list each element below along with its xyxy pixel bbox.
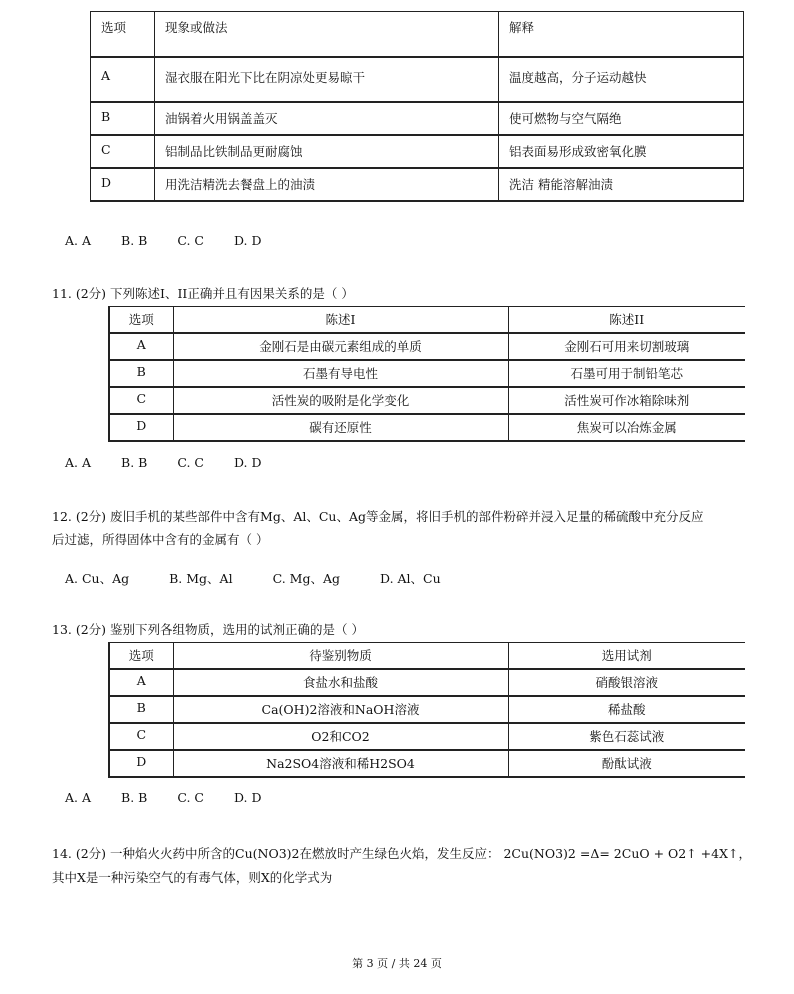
q11-stem: 11. (2分) 下列陈述I、II正确并且有因果关系的是（ ） (52, 286, 354, 301)
q14-stem-line2: 其中X是一种污染空气的有毒气体，则X的化学式为 (52, 870, 333, 885)
option-d[interactable]: D. D (233, 790, 262, 805)
header-cell: 选项 (109, 643, 173, 670)
q12-stem-line1: 12. (2分) 废旧手机的某些部件中含有Mg、Al、Cu、Ag等金属，将旧手机的部件粉碎并浸入足量的稀硫酸中充分反应 (52, 509, 704, 524)
table-row (91, 135, 744, 168)
header-cell: 陈述II (508, 307, 745, 334)
table-row (109, 333, 745, 360)
table-cell: 铝表面易形成致密氧化膜 (499, 135, 744, 168)
table-row (109, 360, 745, 387)
table-cell: Na2SO4溶液和稀H2SO4 (173, 750, 508, 777)
header-cell: 解释 (499, 12, 744, 58)
header-cell: 选项 (109, 307, 173, 334)
table-cell: A (109, 333, 173, 360)
table-row (109, 414, 745, 441)
q11-table (108, 306, 745, 442)
table-cell: A (91, 57, 155, 102)
table-cell: 用洗洁精洗去餐盘上的油渍 (155, 168, 499, 201)
option-b[interactable]: B. Mg、Al (169, 571, 233, 586)
q13-table (108, 642, 745, 778)
table-row (109, 723, 745, 750)
q13-stem: 13. (2分) 鉴别下列各组物质，选用的试剂正确的是（ ） (52, 622, 365, 637)
table-cell: Ca(OH)2溶液和NaOH溶液 (173, 696, 508, 723)
table-cell: 活性炭的吸附是化学变化 (173, 387, 508, 414)
table-row (109, 669, 745, 696)
table-cell: 金刚石可用来切割玻璃 (508, 333, 745, 360)
header-cell: 陈述I (173, 307, 508, 334)
q12-options (65, 569, 481, 587)
header-cell: 现象或做法 (155, 12, 499, 58)
option-a[interactable]: A. A (65, 233, 92, 248)
option-c[interactable]: C. Mg、Ag (272, 571, 340, 586)
q14-stem-line1: 14. (2分) 一种焰火火药中所含的Cu(NO3)2在燃放时产生绿色火焰，发生反应： 2Cu(NO3)2 =Δ= 2CuO + O2↑ +4X↑， (52, 846, 751, 861)
table-cell: B (91, 102, 155, 135)
option-b[interactable]: B. B (121, 455, 148, 470)
option-c[interactable]: C. C (177, 455, 204, 470)
table-cell: B (109, 360, 173, 387)
page-footer: 第 3 页 / 共 24 页 (352, 957, 442, 970)
option-d[interactable]: D. D (233, 233, 262, 248)
table-header-row (109, 307, 745, 334)
table-cell: 酚酞试液 (508, 750, 745, 777)
table-row (91, 57, 744, 102)
table-cell: D (91, 168, 155, 201)
table-cell: 湿衣服在阳光下比在阴凉处更易晾干 (155, 57, 499, 102)
option-a[interactable]: A. A (65, 790, 92, 805)
table-cell: C (109, 723, 173, 750)
table-header-row (91, 12, 744, 58)
option-b[interactable]: B. B (121, 790, 148, 805)
table-cell: 稀盐酸 (508, 696, 745, 723)
table-cell: C (109, 387, 173, 414)
table-cell: O2和CO2 (173, 723, 508, 750)
header-cell: 选项 (91, 12, 155, 58)
table-cell: 碳有还原性 (173, 414, 508, 441)
header-cell: 待鉴别物质 (173, 643, 508, 670)
table-cell: 使可燃物与空气隔绝 (499, 102, 744, 135)
table-cell: 洗洁 精能溶解油渍 (499, 168, 744, 201)
option-a[interactable]: A. A (65, 455, 92, 470)
table-row (91, 102, 744, 135)
option-a[interactable]: A. Cu、Ag (65, 571, 130, 586)
table-cell: 焦炭可以冶炼金属 (508, 414, 745, 441)
table-row (109, 750, 745, 777)
table-cell: 油锅着火用锅盖盖灭 (155, 102, 499, 135)
header-cell: 选用试剂 (508, 643, 745, 670)
q11-options (65, 455, 292, 470)
q10-options (65, 233, 292, 248)
table-cell: 活性炭可作冰箱除味剂 (508, 387, 745, 414)
table-cell: 硝酸银溶液 (508, 669, 745, 696)
option-d[interactable]: D. Al、Cu (380, 571, 441, 586)
table-row (109, 387, 745, 414)
option-d[interactable]: D. D (233, 455, 262, 470)
option-b[interactable]: B. B (121, 233, 148, 248)
table-cell: 铝制品比铁制品更耐腐蚀 (155, 135, 499, 168)
table-header-row (109, 643, 745, 670)
table-cell: 石墨可用于制铅笔芯 (508, 360, 745, 387)
table-cell: 金刚石是由碳元素组成的单质 (173, 333, 508, 360)
q13-options (65, 790, 292, 805)
table-cell: C (91, 135, 155, 168)
table-row (91, 168, 744, 201)
table-cell: D (109, 750, 173, 777)
option-c[interactable]: C. C (177, 790, 204, 805)
table-cell: B (109, 696, 173, 723)
table-cell: 温度越高，分子运动越快 (499, 57, 744, 102)
option-c[interactable]: C. C (177, 233, 204, 248)
table-cell: 食盐水和盐酸 (173, 669, 508, 696)
table-cell: 紫色石蕊试液 (508, 723, 745, 750)
table-row (109, 696, 745, 723)
q10-table (90, 11, 744, 202)
table-cell: A (109, 669, 173, 696)
table-cell: D (109, 414, 173, 441)
q12-stem-line2: 后过滤，所得固体中含有的金属有（ ） (52, 532, 269, 547)
table-cell: 石墨有导电性 (173, 360, 508, 387)
